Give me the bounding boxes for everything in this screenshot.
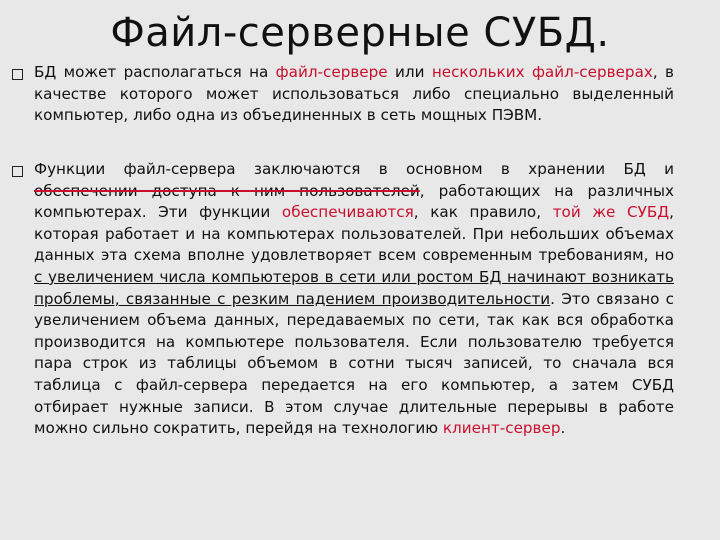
text-run: , в качестве которого может использоваться либо специально выделенный компьютер, либо одна из объединенных в сеть мощных ПЭВМ. xyxy=(34,63,675,125)
text-run: . Это связано с увеличением объема данных, передаваемых по сети, так как вся обработка производится на компьютере пользователя. Если пользователю требуется пара строк из таблицы объемом в сотни тысяч записей, то сначала вся таблица с файл-сервера передается на его компьютер, а затем СУБД отбирает нужные записи. В этом случае длительные перерывы в работе можно сильно сократить, перейдя на технологию xyxy=(34,289,674,438)
slide-title: Файл-серверные СУБД. xyxy=(110,10,610,56)
struck-phrase: обеспечении доступа к ним пользователей xyxy=(34,181,420,200)
text-run: , как правило, xyxy=(413,203,553,222)
square-bullet-icon xyxy=(12,166,23,177)
text-run: БД может располагаться на xyxy=(34,63,276,81)
highlight-term: клиент-сервер xyxy=(442,419,561,438)
square-bullet-icon xyxy=(12,69,23,80)
underlined-phrase: с увеличением числа компьютеров в сети или ростом БД начинают возникать проблемы, связанные с резким падением производительности xyxy=(34,267,674,308)
text-run: или xyxy=(387,63,432,81)
paragraph-2 xyxy=(34,159,674,440)
paragraph-1 xyxy=(34,62,674,127)
highlight-term: нескольких файл-серверах xyxy=(431,63,653,81)
highlight-term: обеспечиваются xyxy=(281,203,414,222)
highlight-term: файл-сервере xyxy=(275,63,388,81)
text-run: Функции файл-сервера заключаются в основном в хранении БД и xyxy=(34,160,674,178)
text-run: , которая работает и на компьютерах пользователей. При небольших объемах данных эта схема вполне удовлетворяет всем современным требованиям, но xyxy=(34,203,674,265)
highlight-term: той же СУБД xyxy=(552,203,670,222)
text-run: . xyxy=(560,419,566,438)
text-run: , работающих на различных компьютерах. Эти функции xyxy=(34,181,674,222)
